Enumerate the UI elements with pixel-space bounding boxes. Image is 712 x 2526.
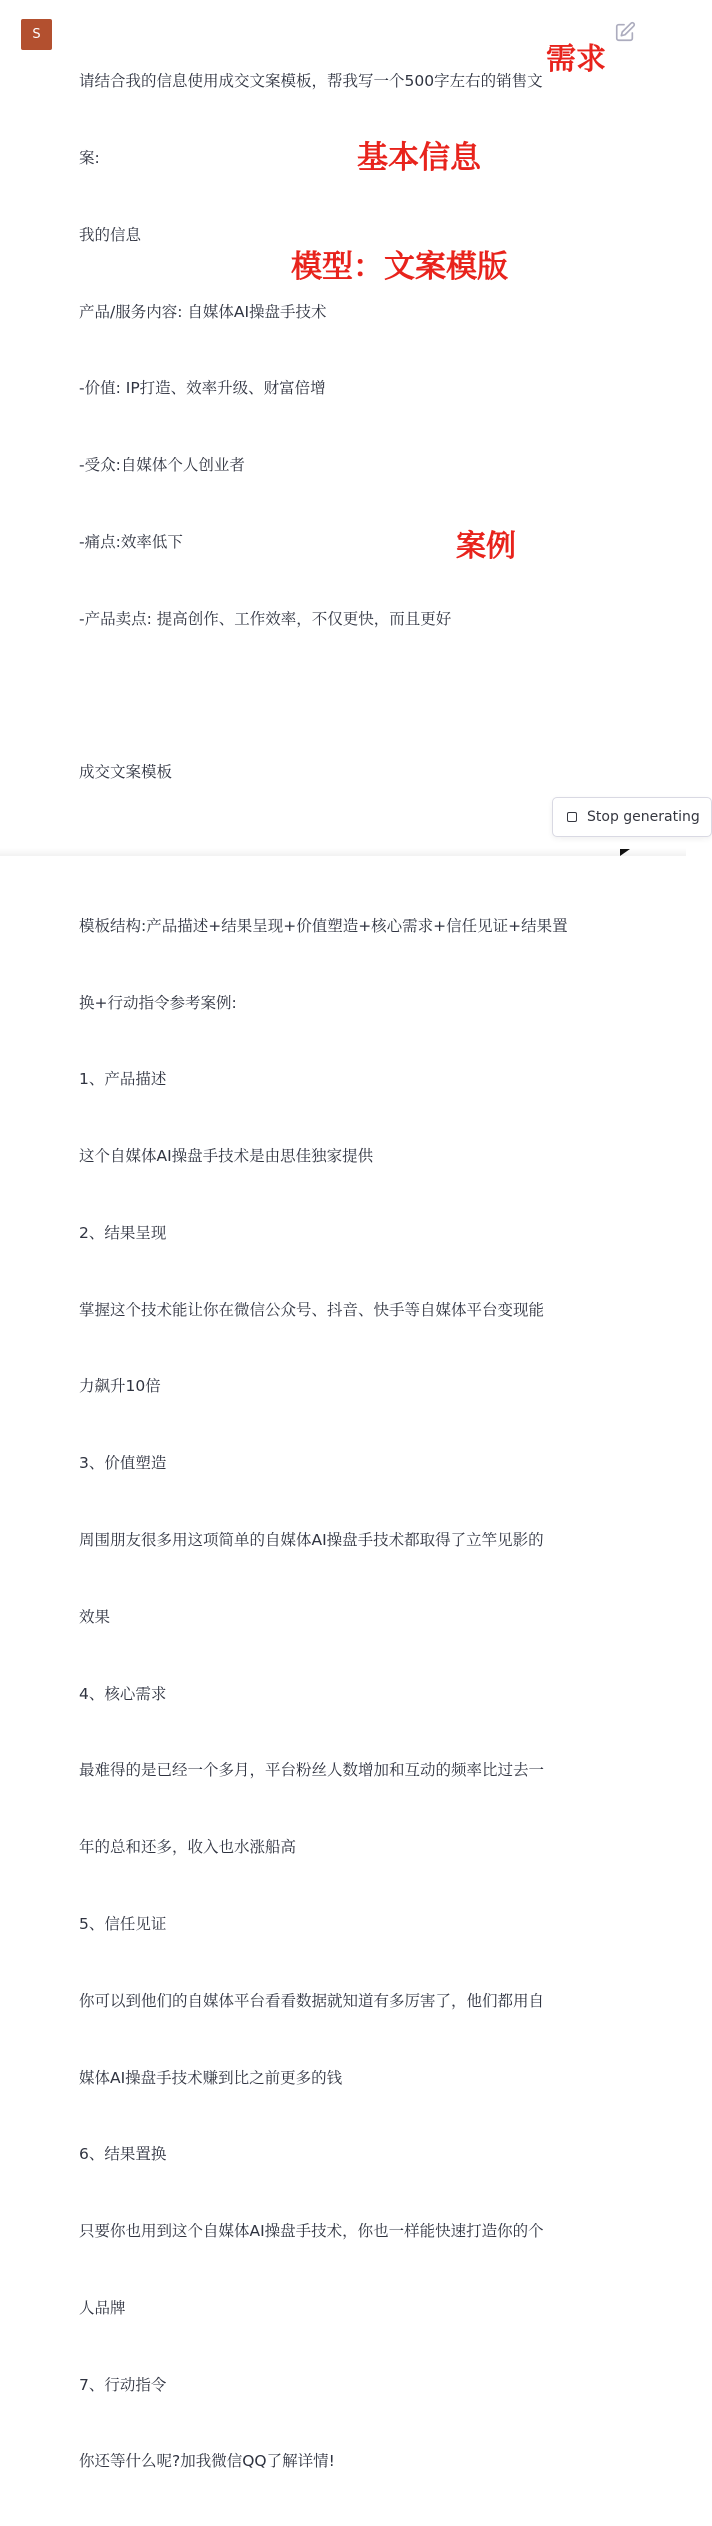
message-line: 成交文案模板 xyxy=(79,763,173,782)
message-line: 你可以到他们的自媒体平台看看数据就知道有多厉害了，他们都用自 xyxy=(79,1991,545,2010)
message-line: 3、价值塑造 xyxy=(79,1454,167,1473)
message-line: 1、产品描述 xyxy=(79,1070,167,1089)
message-line: 4、核心需求 xyxy=(79,1684,167,1703)
message-line: 你还等什么呢?加我微信QQ了解详情! xyxy=(79,2452,335,2471)
stop-square-icon xyxy=(567,812,577,822)
message-line: 年的总和还多，收入也水涨船高 xyxy=(79,1838,297,1857)
annotation-model: 模型：文案模版 xyxy=(291,249,508,285)
user-avatar xyxy=(21,19,52,50)
message-line: -价值: IP打造、效率升级、财富倍增 xyxy=(79,379,326,398)
message-line: 力飙升10倍 xyxy=(79,1377,161,1396)
message-line: 案: xyxy=(79,148,100,167)
stop-generating-label: Stop generating xyxy=(587,809,700,825)
message-line: 我的信息 xyxy=(79,225,142,244)
message-line: 换+行动指令参考案例: xyxy=(79,993,237,1012)
message-line: 只要你也用到这个自媒体AI操盘手技术，你也一样能快速打造你的个 xyxy=(79,2222,544,2241)
message-line xyxy=(79,683,604,709)
message-line: 产品/服务内容: 自媒体AI操盘手技术 xyxy=(79,302,327,321)
bottom-edge xyxy=(0,848,686,856)
message-line: 媒体AI操盘手技术赚到比之前更多的钱 xyxy=(79,2068,343,2087)
message-line: 掌握这个技术能让你在微信公众号、抖音、快手等自媒体平台变现能 xyxy=(79,1300,545,1319)
cursor-pointer-icon xyxy=(620,849,630,856)
message-line: -痛点:效率低下 xyxy=(79,532,183,551)
stop-generating-button[interactable] xyxy=(552,797,712,837)
annotation-case: 案例 xyxy=(456,529,516,564)
avatar-initial: S xyxy=(32,27,41,42)
message-line: 效果 xyxy=(79,1607,111,1626)
annotation-basic-info: 基本信息 xyxy=(357,140,481,176)
edit-icon xyxy=(614,21,636,43)
message-line: 周围朋友很多用这项简单的自媒体AI操盘手技术都取得了立竿见影的 xyxy=(79,1531,544,1550)
user-message xyxy=(79,18,604,2526)
annotation-demand: 需求 xyxy=(546,42,606,77)
message-line: 人品牌 xyxy=(79,2298,126,2317)
edit-message-button[interactable] xyxy=(614,21,636,43)
message-line: 5、信任见证 xyxy=(79,1914,167,1933)
message-line: 这个自媒体AI操盘手技术是由思佳独家提供 xyxy=(79,1147,374,1166)
message-line: 最难得的是已经一个多月，平台粉丝人数增加和互动的频率比过去一 xyxy=(79,1761,545,1780)
message-line: 7、行动指令 xyxy=(79,2375,167,2394)
message-line: -产品卖点: 提高创作、工作效率，不仅更快，而且更好 xyxy=(79,609,452,628)
message-line: 2、结果呈现 xyxy=(79,1223,167,1242)
message-line: -受众:自媒体个人创业者 xyxy=(79,456,245,475)
message-line: 请结合我的信息使用成交文案模板，帮我写一个500字左右的销售文 xyxy=(79,72,543,91)
message-line: 模板结构:产品描述+结果呈现+价值塑造+核心需求+信任见证+结果置 xyxy=(79,916,568,935)
message-line: 6、结果置换 xyxy=(79,2145,167,2164)
